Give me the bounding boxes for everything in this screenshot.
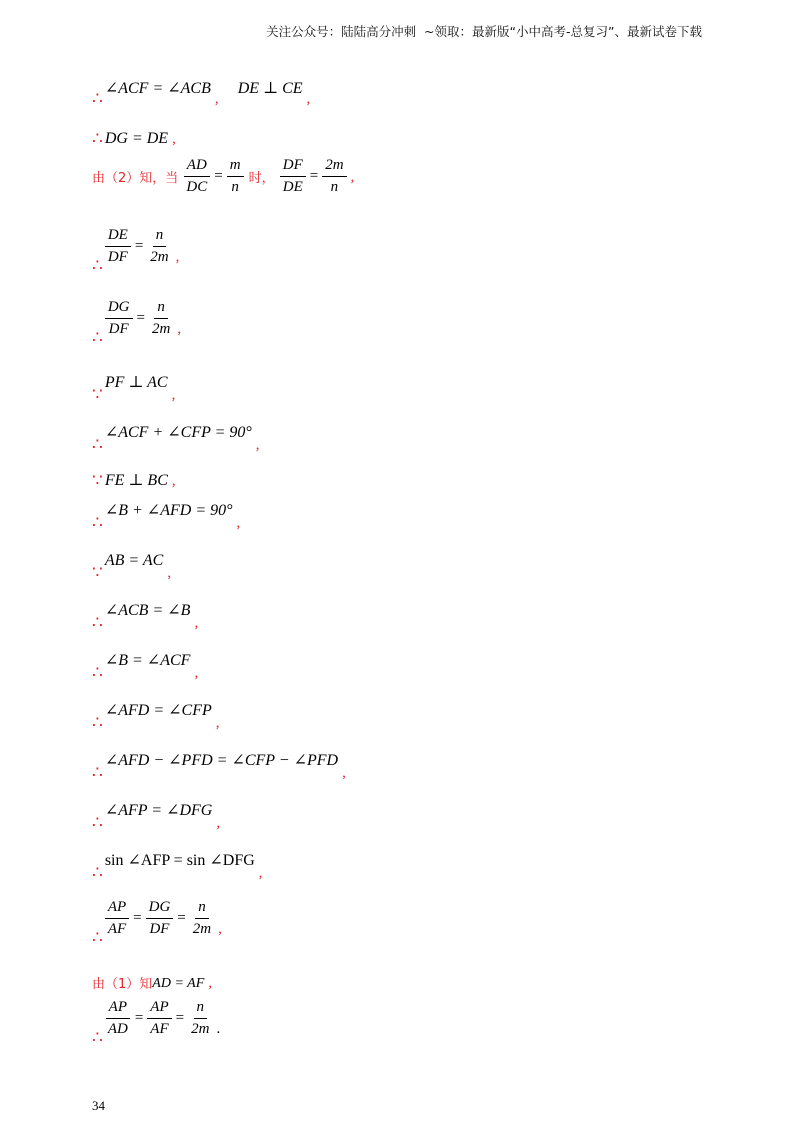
math-expr: FE ⊥ BC bbox=[104, 472, 168, 489]
therefore-symbol: ∴ bbox=[92, 713, 103, 733]
therefore-symbol: ∴ bbox=[92, 663, 103, 683]
math-expr: DE ⊥ CE bbox=[237, 80, 303, 97]
line-7: ∴∠ACF + ∠CFP = 90°, bbox=[92, 424, 260, 455]
therefore-symbol: ∴ bbox=[92, 513, 103, 533]
therefore-symbol: ∴ bbox=[92, 89, 103, 109]
therefore-symbol: ∴ bbox=[92, 928, 103, 948]
text-cn: 由（2）知，当 bbox=[92, 171, 179, 186]
math-expr: ∠ACF + ∠CFP = 90° bbox=[104, 424, 252, 441]
math-expr: ∠AFP = ∠DFG bbox=[104, 802, 213, 819]
therefore-symbol: ∴ bbox=[92, 129, 103, 149]
fraction: $\frac{DF}{DE}$ bbox=[280, 158, 306, 195]
math-expr: ∠AFD − ∠PFD = ∠CFP − ∠PFD bbox=[104, 752, 339, 769]
fraction: $\frac{DG}{DF}$ bbox=[105, 300, 133, 337]
fraction: $\frac{n}{2m}$ bbox=[150, 227, 169, 265]
because-symbol: ∵ bbox=[92, 471, 103, 491]
fraction: $\frac{AP}{AF}$ bbox=[105, 900, 129, 937]
line-11: ∴∠ACB = ∠B, bbox=[92, 602, 199, 633]
math-expr: sin ∠AFP = sin ∠DFG bbox=[104, 852, 255, 869]
because-symbol: ∵ bbox=[92, 385, 103, 405]
fraction: $\frac{AP}{AD}$ bbox=[105, 1000, 131, 1037]
math-expr: ∠ACB = ∠B bbox=[104, 602, 191, 619]
text-cn: 时， bbox=[248, 171, 275, 186]
line-2: ∴ DG = DE , bbox=[92, 129, 176, 149]
line-9: ∴∠B + ∠AFD = 90°, bbox=[92, 502, 241, 533]
fraction: $\frac{n}{2m}$ bbox=[151, 299, 171, 337]
therefore-symbol: ∴ bbox=[92, 1028, 103, 1048]
math-expr: AD = AF bbox=[152, 976, 205, 991]
line-17: ∴ $\frac{AP}{AF}$ = $\frac{DG}{DF}$ = $\frac{n}{2m}$ , bbox=[92, 899, 222, 948]
math-expr: ∠B + ∠AFD = 90° bbox=[104, 502, 233, 519]
line-15: ∴∠AFP = ∠DFG, bbox=[92, 802, 221, 833]
math-expr: PF ⊥ AC bbox=[104, 374, 168, 391]
because-symbol: ∵ bbox=[92, 563, 103, 583]
math-expr: ∠AFD = ∠CFP bbox=[104, 702, 212, 719]
therefore-symbol: ∴ bbox=[92, 613, 103, 633]
line-8: ∵ FE ⊥ BC , bbox=[92, 471, 176, 491]
line-14: ∴∠AFD − ∠PFD = ∠CFP − ∠PFD, bbox=[92, 752, 346, 783]
fraction: $\frac{n}{2m}$ bbox=[192, 899, 212, 937]
therefore-symbol: ∴ bbox=[92, 435, 103, 455]
fraction: $\frac{2m}{n}$ bbox=[322, 158, 346, 195]
therefore-symbol: ∴ bbox=[92, 813, 103, 833]
fraction: $\frac{DE}{DF}$ bbox=[105, 228, 131, 265]
page-number: 34 bbox=[92, 1098, 105, 1113]
line-6: ∵PF ⊥ AC, bbox=[92, 374, 176, 405]
line-13: ∴∠AFD = ∠CFP, bbox=[92, 702, 220, 733]
line-10: ∵AB = AC, bbox=[92, 552, 172, 583]
fraction: $\frac{m}{n}$ bbox=[227, 158, 244, 195]
line-4: ∴ $\frac{DE}{DF}$ = $\frac{n}{2m}$ , bbox=[92, 227, 180, 276]
line-3: 由（2）知，当 $\frac{AD}{DC}$ = $\frac{m}{n}$ 时， $\frac{DF}{DE}$ = $\frac{2m}{n}$ , bbox=[92, 157, 355, 195]
line-16: ∴sin ∠AFP = sin ∠DFG, bbox=[92, 852, 263, 883]
math-expr: ∠ACF = ∠ACB bbox=[104, 80, 211, 97]
math-expr: DG = DE bbox=[104, 130, 169, 147]
line-18: 由（1）知AD = AF , bbox=[92, 975, 212, 992]
fraction: $\frac{DG}{DF}$ bbox=[146, 900, 174, 937]
fraction: $\frac{AD}{DC}$ bbox=[183, 158, 210, 195]
fraction: $\frac{n}{2m}$ bbox=[191, 999, 210, 1037]
line-1: ∴∠ACF = ∠ACB, DE ⊥ CE, bbox=[92, 80, 311, 109]
fraction: $\frac{AP}{AF}$ bbox=[147, 1000, 171, 1037]
math-expr: AB = AC bbox=[104, 552, 164, 569]
therefore-symbol: ∴ bbox=[92, 256, 103, 276]
math-expr: ∠B = ∠ACF bbox=[104, 652, 191, 669]
therefore-symbol: ∴ bbox=[92, 328, 103, 348]
therefore-symbol: ∴ bbox=[92, 763, 103, 783]
text-cn: 由（1）知 bbox=[92, 977, 153, 992]
therefore-symbol: ∴ bbox=[92, 863, 103, 883]
line-5: ∴ $\frac{DG}{DF}$ = $\frac{n}{2m}$ , bbox=[92, 299, 182, 348]
line-19: ∴ $\frac{AP}{AD}$ = $\frac{AP}{AF}$ = $\frac{n}{2m}$ . bbox=[92, 999, 221, 1048]
page-header: 关注公众号：陆陆高分冲刺 ~领取：最新版“小中高考-总复习”、最新试卷下载 bbox=[266, 24, 702, 39]
line-12: ∴∠B = ∠ACF, bbox=[92, 652, 199, 683]
